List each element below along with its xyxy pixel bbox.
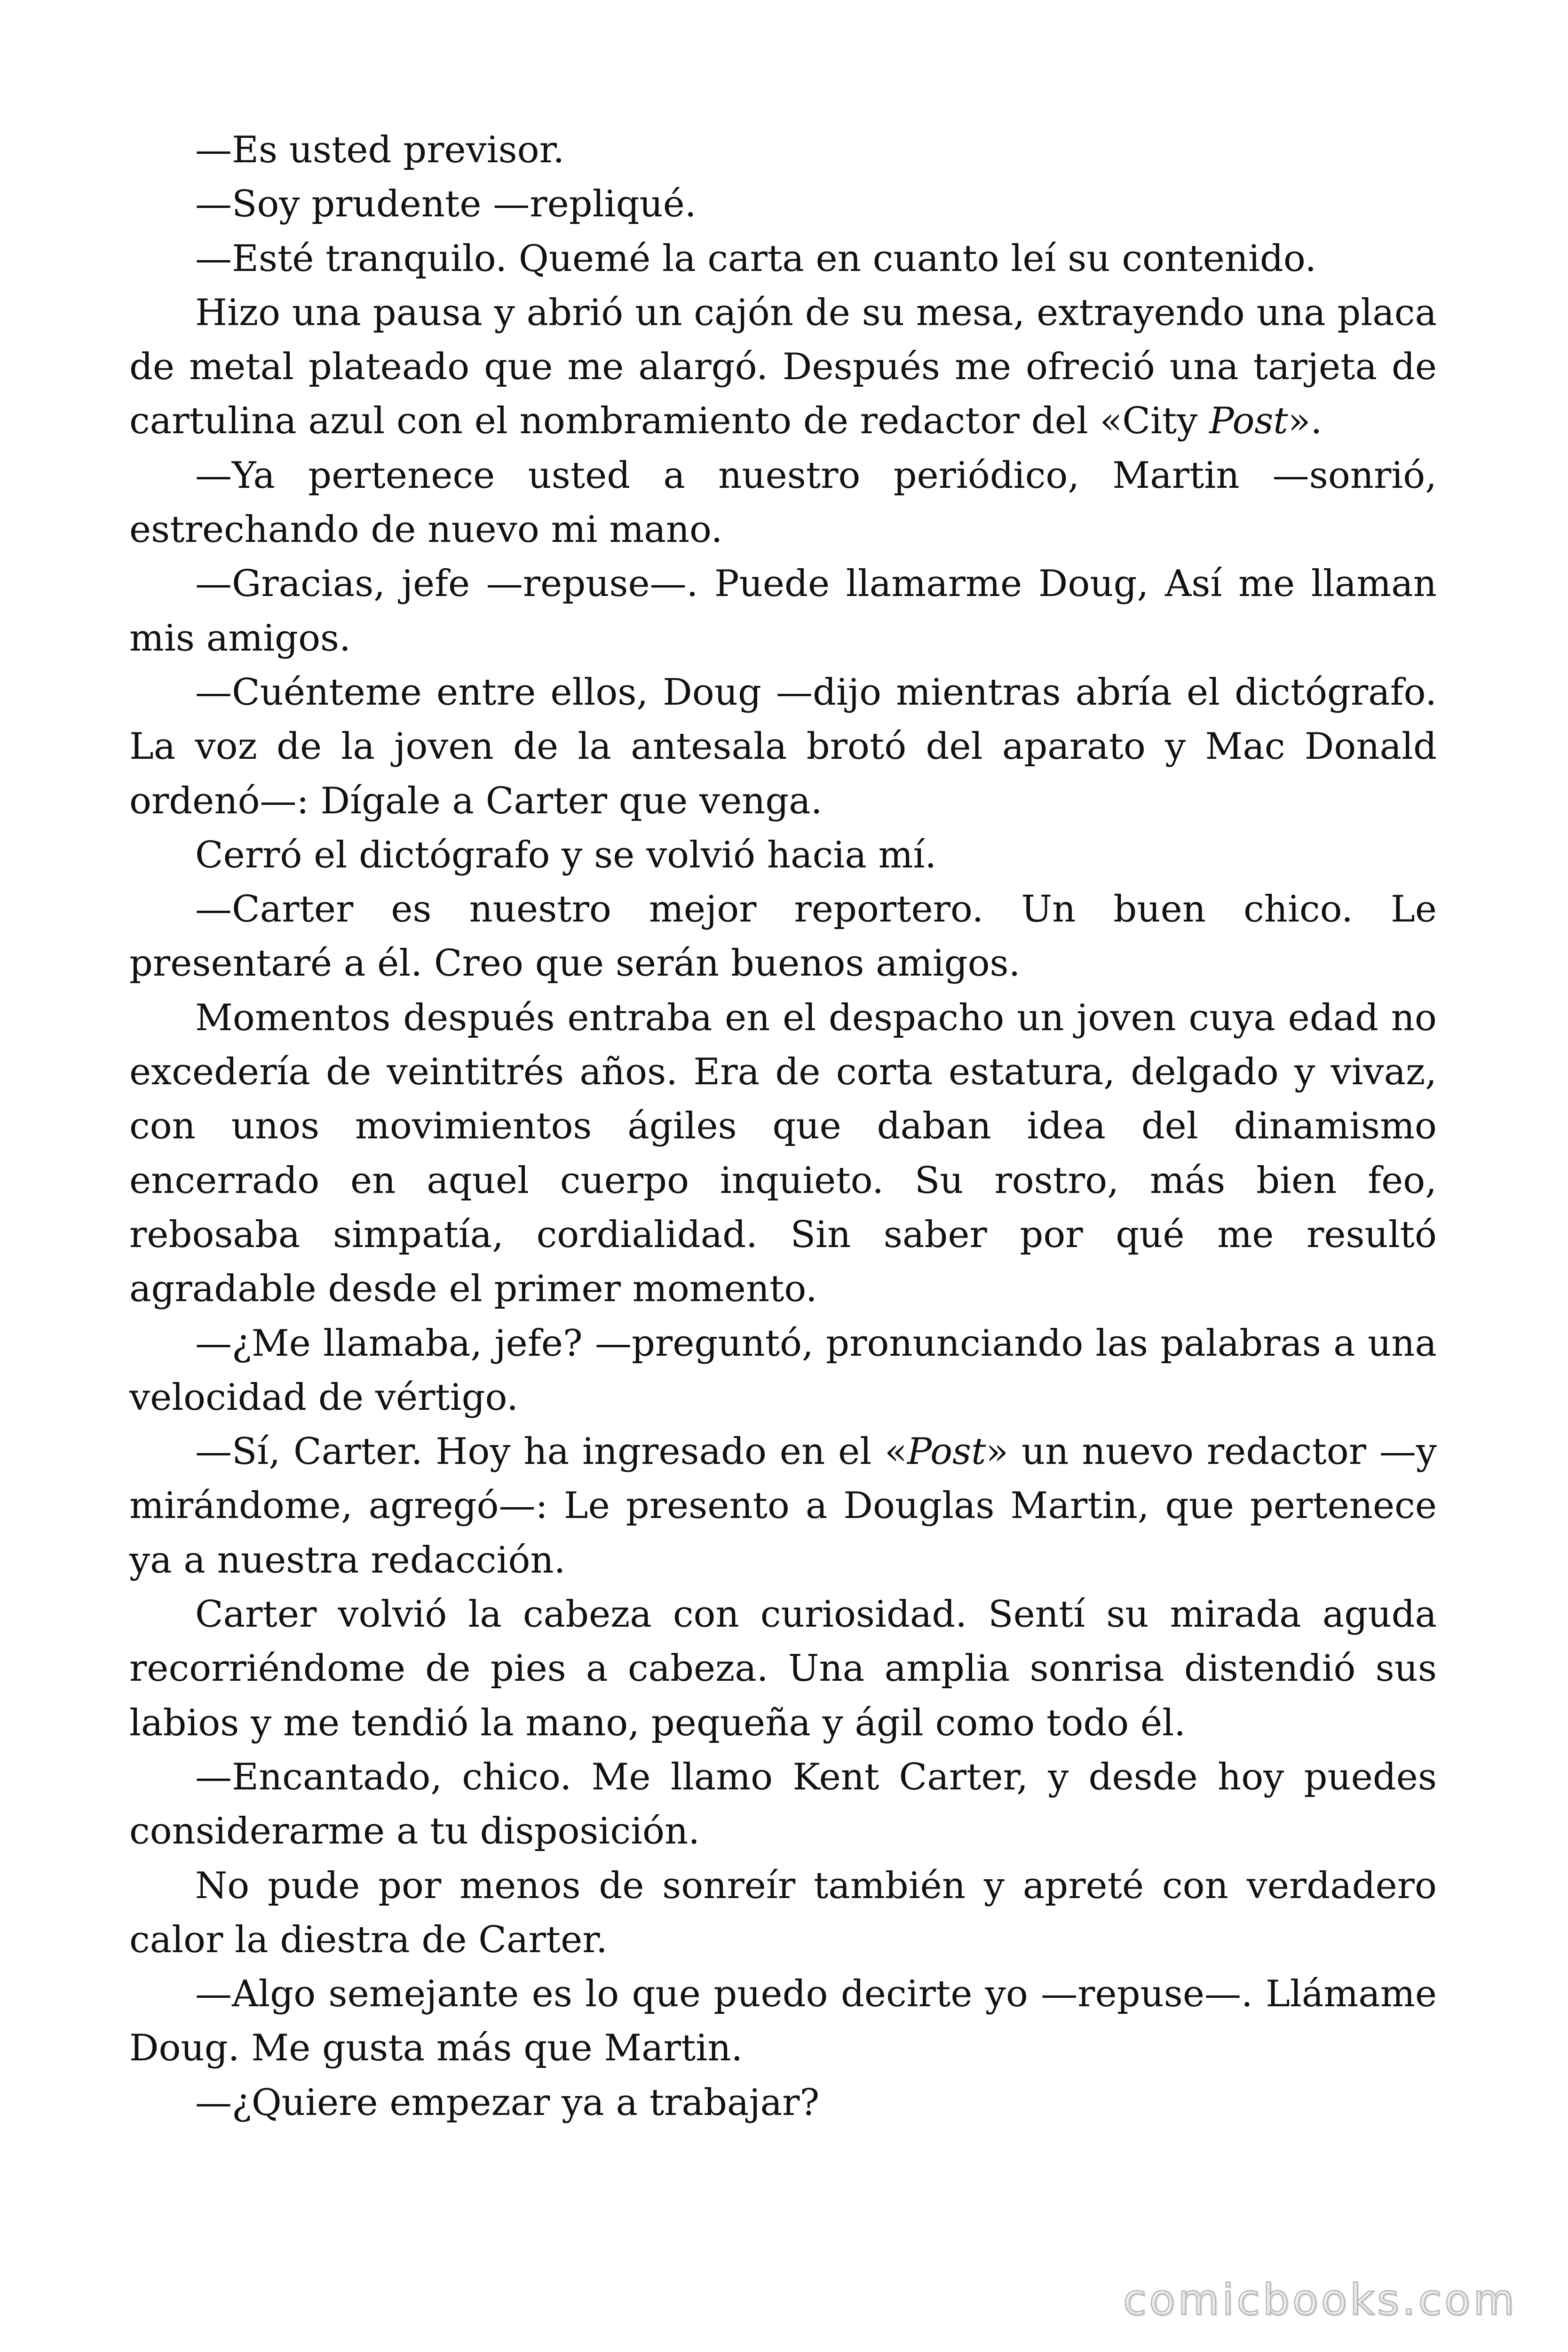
paragraph-text: ». — [1288, 400, 1323, 443]
paragraph-text: —Es usted previsor. — [195, 129, 565, 171]
paragraph — [129, 1588, 1437, 1750]
paragraph — [129, 1967, 1437, 2076]
paragraph-text: —Soy prudente —repliqué. — [195, 183, 697, 226]
paragraph — [129, 286, 1437, 449]
paragraph — [129, 123, 1437, 177]
paragraph-text: —Ya pertenece usted a nuestro periódico, Martin —sonrió, estrechando de nuevo mi mano. — [129, 454, 1437, 551]
paragraph — [129, 828, 1437, 882]
body-text — [129, 123, 1437, 2130]
paragraph — [129, 2076, 1437, 2130]
paragraph — [129, 1317, 1437, 1425]
paragraph-italic-text: Post — [907, 1430, 986, 1473]
paragraph — [129, 449, 1437, 557]
paragraph — [129, 991, 1437, 1317]
paragraph-text: Hizo una pausa y abrió un cajón de su mesa, extrayendo una placa de metal plateado que me alargó. Después me ofreció una tarjeta de cartulina azul con el nombramiento de redactor del «City — [129, 291, 1437, 443]
watermark: comicbooks.com — [1123, 2275, 1517, 2325]
paragraph-text: —Sí, Carter. Hoy ha ingresado en el « — [195, 1430, 907, 1473]
paragraph — [129, 1750, 1437, 1859]
paragraph — [129, 232, 1437, 286]
paragraph-text: » un nuevo redactor —y mirándome, agregó—: Le presento a Douglas Martin, que pertenece ya a nuestra redacción. — [129, 1430, 1437, 1581]
paragraph-text: —Encantado, chico. Me llamo Kent Carter, y desde hoy puedes considerarme a tu disposición. — [129, 1756, 1437, 1853]
paragraph-text: —Carter es nuestro mejor reportero. Un buen chico. Le presentaré a él. Creo que serán buenos amigos. — [129, 888, 1437, 985]
paragraph — [129, 177, 1437, 231]
paragraph-text: Carter volvió la cabeza con curiosidad. Sentí su mirada aguda recorriéndome de pies a cabeza. Una amplia sonrisa distendió sus labios y me tendió la mano, pequeña y ágil como todo él. — [129, 1593, 1437, 1744]
paragraph-text: Cerró el dictógrafo y se volvió hacia mí. — [195, 834, 937, 876]
paragraph — [129, 882, 1437, 991]
paragraph — [129, 1425, 1437, 1588]
paragraph-text: —¿Me llamaba, jefe? —preguntó, pronunciando las palabras a una velocidad de vértigo. — [129, 1322, 1437, 1419]
paragraph-italic-text: Post — [1209, 400, 1288, 443]
paragraph-text: Momentos después entraba en el despacho un joven cuya edad no excedería de veintitrés años. Era de corta estatura, delgado y vivaz, con unos movimientos ágiles que daban idea del dinamismo encerrado en aquel cuerpo inquieto. Su rostro, más bien feo, rebosaba simpatía, cordialidad. Sin saber por qué me resultó agradable desde el primer momento. — [129, 996, 1437, 1311]
paragraph-text: —Gracias, jefe —repuse—. Puede llamarme Doug, Así me llaman mis amigos. — [129, 563, 1437, 660]
paragraph-text: —¿Quiere empezar ya a trabajar? — [195, 2081, 820, 2124]
paragraph — [129, 666, 1437, 828]
paragraph-text: —Algo semejante es lo que puedo decirte yo —repuse—. Llámame Doug. Me gusta más que Martin. — [129, 1973, 1437, 2070]
paragraph-text: —Esté tranquilo. Quemé la carta en cuanto leí su contenido. — [195, 237, 1317, 280]
paragraph — [129, 557, 1437, 666]
paragraph — [129, 1859, 1437, 1968]
paragraph-text: No pude por menos de sonreír también y apreté con verdadero calor la diestra de Carter. — [129, 1864, 1437, 1961]
paragraph-text: —Cuénteme entre ellos, Doug —dijo mientras abría el dictógrafo. La voz de la joven de la antesala brotó del aparato y Mac Donald ordenó—: Dígale a Carter que venga. — [129, 671, 1437, 822]
